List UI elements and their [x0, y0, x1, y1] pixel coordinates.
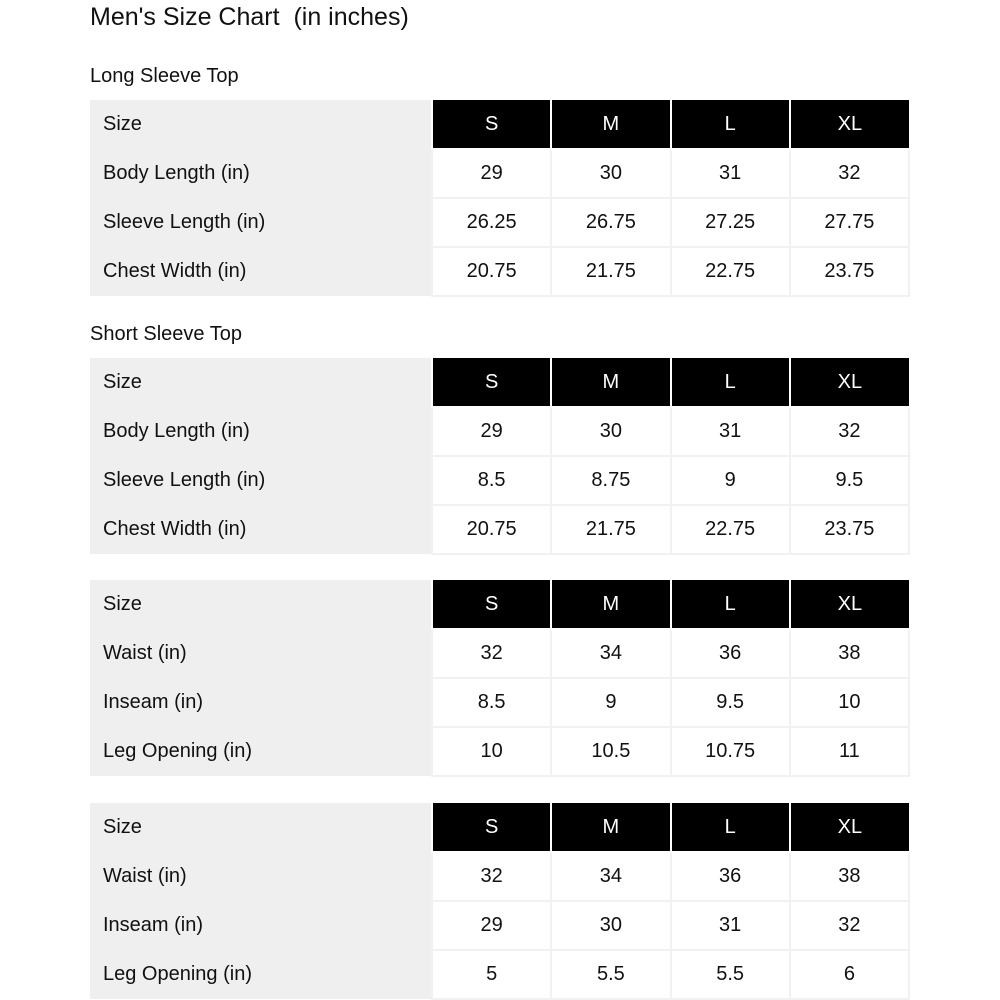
section-title-long-sleeve-top: Long Sleeve Top: [90, 65, 239, 87]
table-cell: 38: [790, 629, 909, 678]
table-cell: 32: [790, 149, 909, 198]
table-cell: 32: [432, 629, 551, 678]
table-cell: 10: [790, 678, 909, 727]
table-cell: 31: [671, 407, 790, 456]
row-label: Body Length (in): [90, 149, 432, 198]
row-label: Waist (in): [90, 852, 432, 901]
table-cell: 21.75: [551, 505, 670, 554]
size-header-label: Size: [90, 100, 432, 149]
size-column-header: L: [671, 358, 790, 407]
table-header-row: [90, 803, 909, 852]
size-header-label: Size: [90, 358, 432, 407]
table-cell: 11: [790, 727, 909, 776]
row-label: Sleeve Length (in): [90, 456, 432, 505]
table-cell: 20.75: [432, 505, 551, 554]
table-cell: 27.25: [671, 198, 790, 247]
table-cell: 8.75: [551, 456, 670, 505]
table-cell: 5: [432, 950, 551, 999]
table-cell: 9: [551, 678, 670, 727]
row-label: Sleeve Length (in): [90, 198, 432, 247]
table-row: [90, 950, 909, 999]
table-cell: 31: [671, 901, 790, 950]
size-table-short-sleeve-top: [90, 358, 910, 555]
table-cell: 36: [671, 852, 790, 901]
table-cell: 23.75: [790, 247, 909, 296]
table-header-row: [90, 580, 909, 629]
row-label: Inseam (in): [90, 678, 432, 727]
row-label: Chest Width (in): [90, 247, 432, 296]
table-row: [90, 149, 909, 198]
size-column-header: XL: [790, 803, 909, 852]
table-header-row: [90, 100, 909, 149]
table-row: [90, 629, 909, 678]
size-column-header: XL: [790, 580, 909, 629]
size-header-label: Size: [90, 580, 432, 629]
table-cell: 22.75: [671, 505, 790, 554]
size-column-header: M: [551, 580, 670, 629]
table-cell: 30: [551, 407, 670, 456]
row-label: Leg Opening (in): [90, 727, 432, 776]
table-cell: 29: [432, 901, 551, 950]
table-row: [90, 505, 909, 554]
table-cell: 20.75: [432, 247, 551, 296]
table-cell: 26.75: [551, 198, 670, 247]
table-cell: 29: [432, 149, 551, 198]
table-cell: 8.5: [432, 456, 551, 505]
size-column-header: M: [551, 100, 670, 149]
table-cell: 5.5: [551, 950, 670, 999]
size-column-header: L: [671, 803, 790, 852]
row-label: Chest Width (in): [90, 505, 432, 554]
table-cell: 34: [551, 852, 670, 901]
table-cell: 26.25: [432, 198, 551, 247]
table-cell: 22.75: [671, 247, 790, 296]
table-row: [90, 678, 909, 727]
table-row: [90, 456, 909, 505]
table-header-row: [90, 358, 909, 407]
size-column-header: L: [671, 580, 790, 629]
page-title: Men's Size Chart (in inches): [90, 3, 409, 31]
table-cell: 9.5: [790, 456, 909, 505]
size-table-bottoms-1: [90, 580, 910, 777]
table-cell: 9: [671, 456, 790, 505]
table-cell: 5.5: [671, 950, 790, 999]
table-cell: 31: [671, 149, 790, 198]
table-row: [90, 198, 909, 247]
table-cell: 21.75: [551, 247, 670, 296]
table-cell: 23.75: [790, 505, 909, 554]
row-label: Leg Opening (in): [90, 950, 432, 999]
size-column-header: S: [432, 580, 551, 629]
size-column-header: M: [551, 358, 670, 407]
row-label: Waist (in): [90, 629, 432, 678]
table-cell: 29: [432, 407, 551, 456]
size-header-label: Size: [90, 803, 432, 852]
table-row: [90, 247, 909, 296]
table-cell: 27.75: [790, 198, 909, 247]
table-cell: 32: [432, 852, 551, 901]
table-row: [90, 407, 909, 456]
table-cell: 10.75: [671, 727, 790, 776]
table-row: [90, 852, 909, 901]
size-column-header: XL: [790, 358, 909, 407]
table-cell: 10: [432, 727, 551, 776]
table-cell: 30: [551, 149, 670, 198]
row-label: Inseam (in): [90, 901, 432, 950]
table-cell: 30: [551, 901, 670, 950]
table-cell: 34: [551, 629, 670, 678]
size-table-bottoms-2: [90, 803, 910, 1000]
section-title-short-sleeve-top: Short Sleeve Top: [90, 323, 242, 345]
table-row: [90, 727, 909, 776]
table-cell: 32: [790, 901, 909, 950]
size-column-header: L: [671, 100, 790, 149]
table-cell: 9.5: [671, 678, 790, 727]
size-column-header: S: [432, 803, 551, 852]
table-cell: 10.5: [551, 727, 670, 776]
size-column-header: S: [432, 358, 551, 407]
table-cell: 8.5: [432, 678, 551, 727]
row-label: Body Length (in): [90, 407, 432, 456]
size-column-header: M: [551, 803, 670, 852]
size-column-header: XL: [790, 100, 909, 149]
size-table-long-sleeve-top: [90, 100, 910, 297]
size-column-header: S: [432, 100, 551, 149]
table-cell: 32: [790, 407, 909, 456]
table-cell: 38: [790, 852, 909, 901]
table-row: [90, 901, 909, 950]
table-cell: 6: [790, 950, 909, 999]
table-cell: 36: [671, 629, 790, 678]
